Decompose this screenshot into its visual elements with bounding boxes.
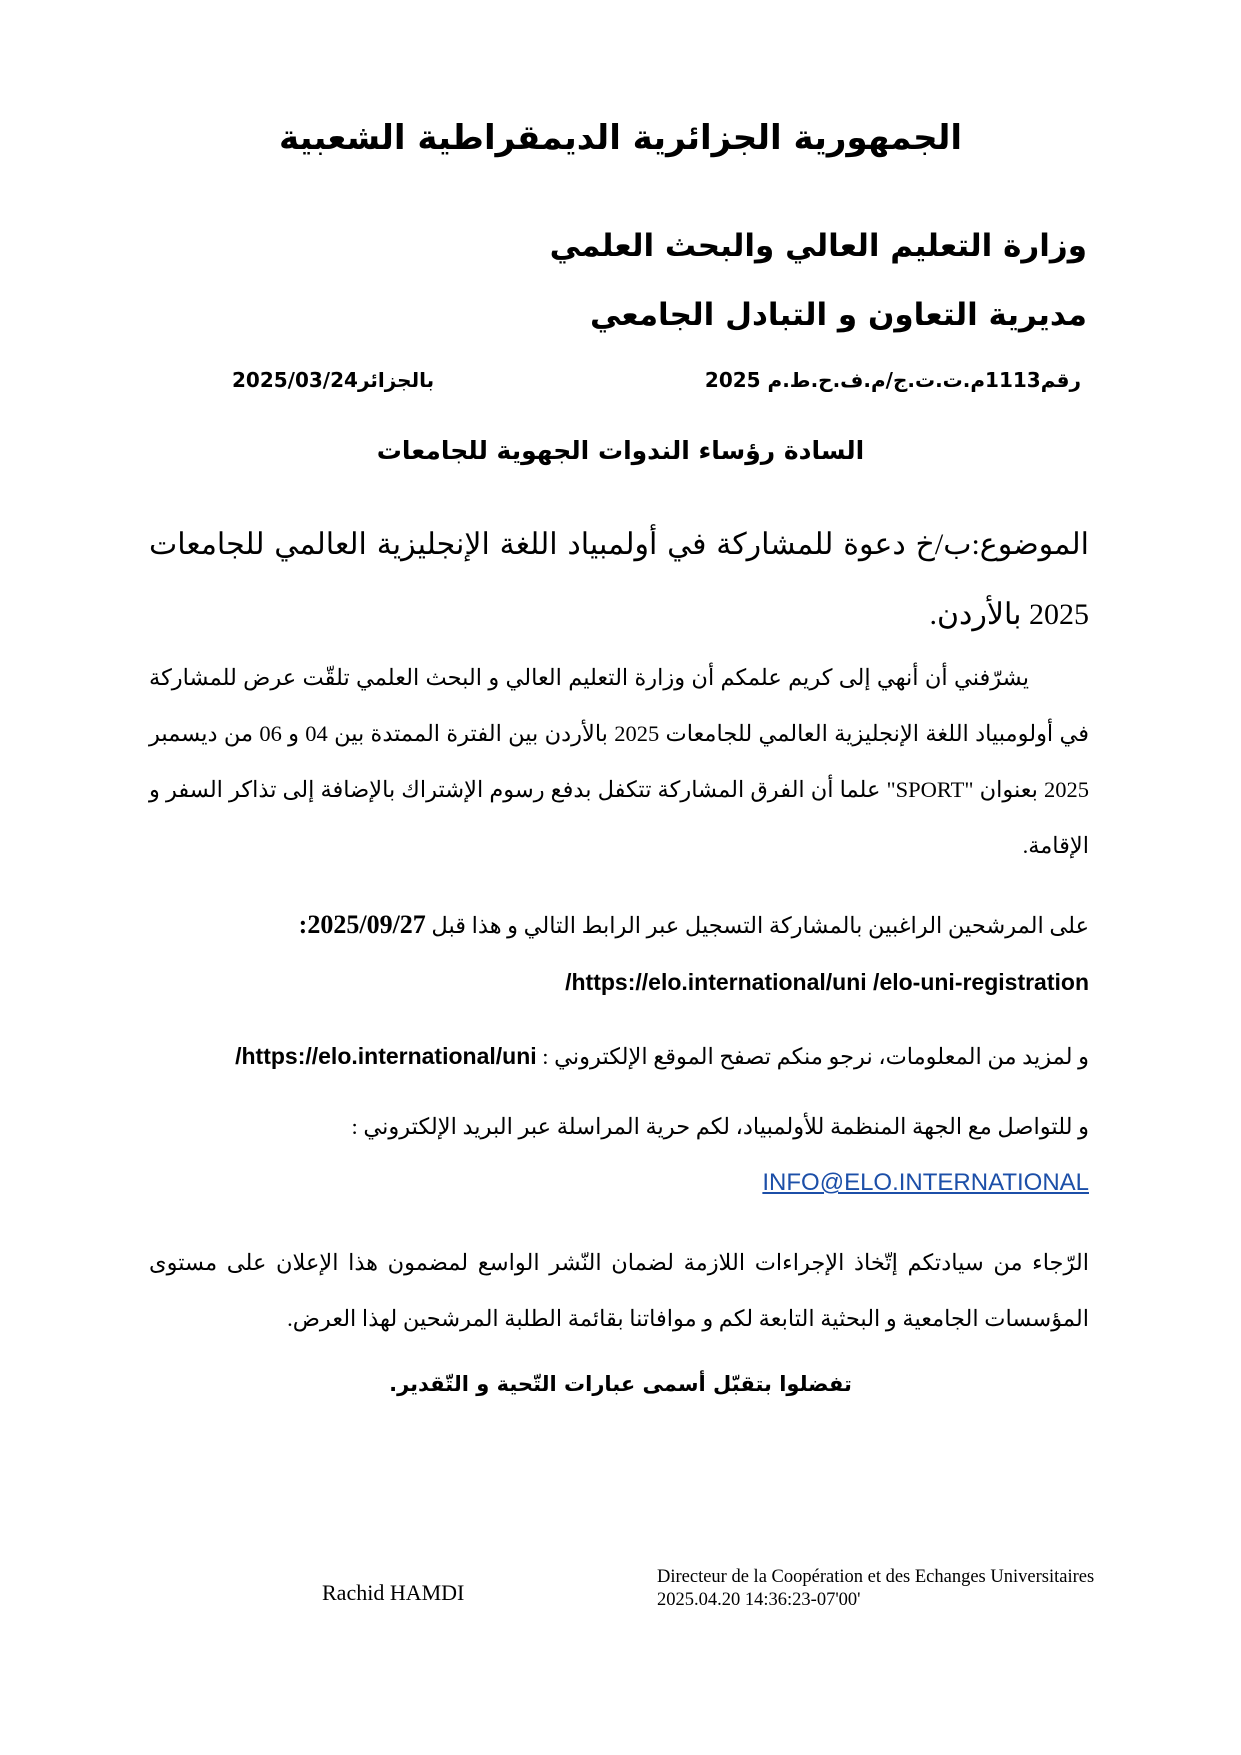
contact-text: و للتواصل مع الجهة المنظمة للأولمبياد، لكم حرية المراسلة عبر البريد الإلكتروني : [351,1114,1089,1139]
deadline-date: 2025/09/27: [298,910,426,939]
paragraph-website [149,1028,1089,1085]
signatory-name: Rachid HAMDI [322,1580,465,1605]
closing-line: تفضلوا بتقبّل أسمى عبارات التّحية و التّقدير. [389,1372,852,1396]
website-text: و لمزيد من المعلومات، نرجو منكم تصفح الموقع الإلكتروني : [542,1044,1089,1069]
paragraph-request: الرّجاء من سيادتكم إتّخاذ الإجراءات اللازمة لضمان النّشر الواسع لمضمون هذا الإعلان على مستوى المؤسسات الجامعية و البحثية التابعة لكم و موافاتنا بقائمة الطلبة المرشحين لهذا العرض. [149,1250,1089,1331]
paragraph-registration [149,897,1089,1010]
signature-block [657,1566,1094,1612]
addressee: السادة رؤساء الندوات الجهوية للجامعات [376,436,865,465]
email-line [149,1155,1089,1211]
place-date: بالجزائر2025/03/24 [232,368,435,392]
registration-text: على المرشحين الراغبين بالمشاركة التسجيل عبر الرابط التالي و هذا قبل [431,913,1089,938]
email-link[interactable]: INFO@ELO.INTERNATIONAL [762,1169,1089,1196]
directorate-name: مديرية التعاون و التبادل الجامعي [589,297,1087,333]
website-link[interactable]: /https://elo.international/uni [235,1043,537,1069]
registration-link[interactable]: /https://elo.international/uni /elo-uni-registration [565,969,1089,995]
signature-timestamp: 2025.04.20 14:36:23-07'00' [657,1590,861,1610]
subject-line: الموضوع:ب/خ دعوة للمشاركة في أولمبياد اللغة الإنجليزية العالمي للجامعات 2025 بالأردن. [149,528,1089,631]
ministry-name: وزارة التعليم العالي والبحث العلمي [549,228,1087,264]
paragraph-contact [149,1099,1089,1211]
paragraph-offer: يشرّفني أن أنهي إلى كريم علمكم أن وزارة التعليم العالي و البحث العلمي تلقّت عرض للمشاركة في أولومبياد اللغة الإنجليزية العالمي للجامعات 2025 بالأردن بين الفترة الممتدة بين 04 و 06 من ديسمبر 2025 بعنوان "SPORT" علما أن الفرق المشاركة تتكفل بدفع رسوم الإشتراك بالإضافة إلى تذاكر السفر و الإقامة. [149,665,1089,858]
republic-title: الجمهورية الجزائرية الديمقراطية الشعبية [279,118,962,158]
signatory-title: Directeur de la Coopération et des Echanges Universitaires [657,1567,1095,1587]
reference-number: رقم1113م.ت.ت.ج/م.ف.ح.ط.م 2025 [704,368,1081,392]
